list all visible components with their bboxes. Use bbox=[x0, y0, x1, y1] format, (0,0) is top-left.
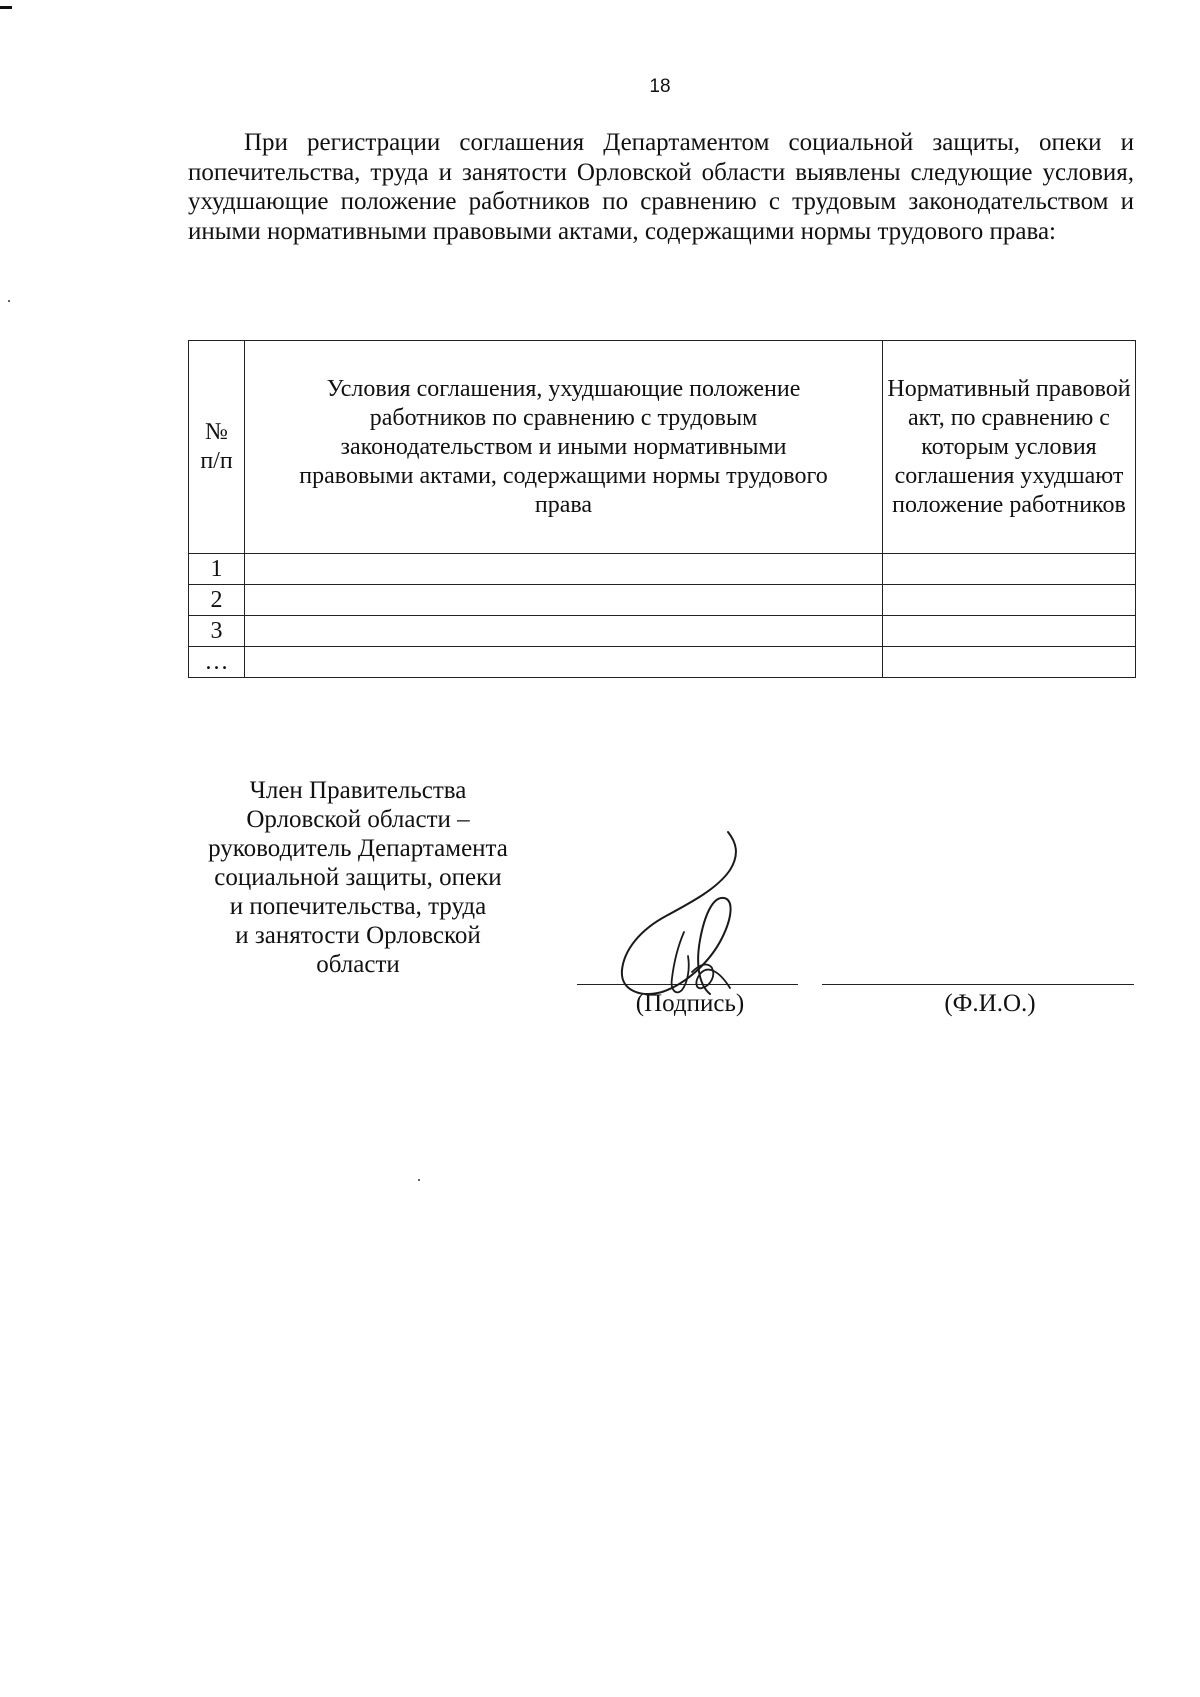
row-normative-act bbox=[883, 585, 1136, 616]
page-number: 18 bbox=[649, 76, 671, 97]
signatory-block bbox=[188, 776, 528, 979]
header-number: № п/п bbox=[189, 341, 245, 554]
signatory-line: и попечительства, труда bbox=[229, 893, 487, 920]
name-caption: (Ф.И.О.) bbox=[944, 990, 1036, 1017]
row-conditions bbox=[245, 647, 883, 678]
signatory-line: Орловской области – bbox=[246, 806, 470, 833]
row-conditions bbox=[245, 616, 883, 647]
row-normative-act bbox=[883, 616, 1136, 647]
row-number: 2 bbox=[189, 585, 245, 616]
table-row bbox=[189, 585, 1136, 616]
name-line bbox=[822, 984, 1134, 985]
row-number: … bbox=[189, 647, 245, 678]
row-normative-act bbox=[883, 554, 1136, 585]
table-row bbox=[189, 616, 1136, 647]
row-normative-act bbox=[883, 647, 1136, 678]
row-number: 1 bbox=[189, 554, 245, 585]
signatory-line: и занятости Орловской bbox=[235, 922, 481, 949]
signatory-line: области bbox=[316, 951, 400, 978]
scan-speck bbox=[418, 1179, 420, 1181]
header-normative-act: Нормативный правовой акт, по сравнению с которым условия соглашения ухудшают положение работников bbox=[883, 341, 1136, 554]
signatory-line: социальной защиты, опеки bbox=[214, 864, 502, 891]
table-header-row bbox=[189, 341, 1136, 554]
row-conditions bbox=[245, 554, 883, 585]
scan-speck bbox=[8, 300, 10, 302]
header-conditions: Условия соглашения, ухудшающие положение работников по сравнению с трудовым законодательством и иными нормативными правовыми актами, содержащими нормы трудового права bbox=[245, 341, 883, 554]
row-conditions bbox=[245, 585, 883, 616]
signatory-line: руководитель Департамента bbox=[208, 835, 508, 862]
signature-caption: (Подпись) bbox=[635, 990, 745, 1017]
findings-table bbox=[188, 340, 1136, 678]
intro-paragraph: При регистрации соглашения Департаментом социальной защиты, опеки и попечительства, труда и занятости Орловской области выявлены следующие условия, ухудшающие положение работников по сравнению с трудовым законодательством и иными нормативными правовыми актами, содержащими нормы трудового права: bbox=[188, 129, 1134, 245]
row-number: 3 bbox=[189, 616, 245, 647]
scan-edge-mark bbox=[0, 6, 12, 9]
table-row bbox=[189, 647, 1136, 678]
table-row bbox=[189, 554, 1136, 585]
handwritten-signature bbox=[600, 822, 760, 1022]
signatory-line: Член Правительства bbox=[249, 777, 467, 804]
